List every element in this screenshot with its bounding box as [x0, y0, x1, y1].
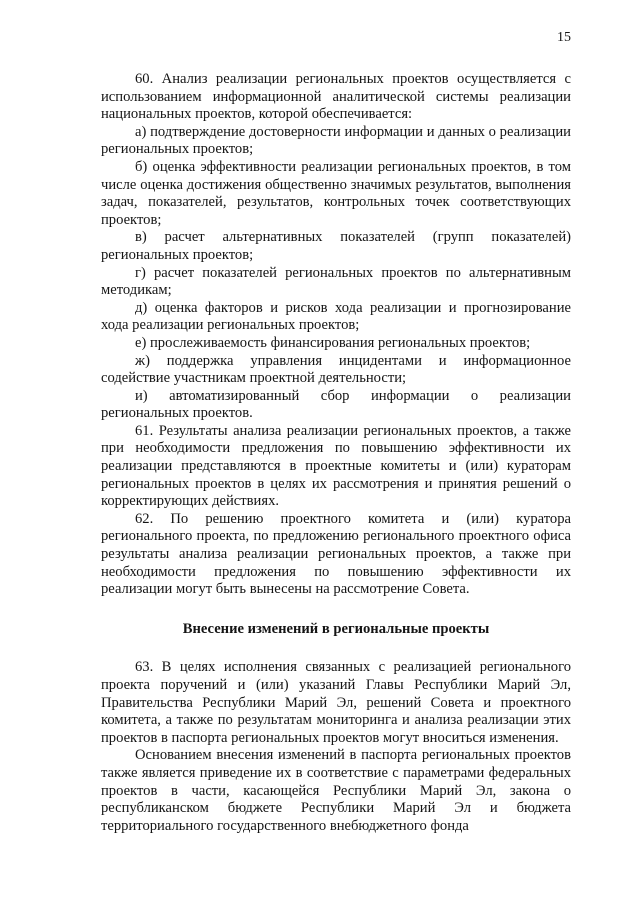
- paragraph-62: 62. По решению проектного комитета и (или) куратора регионального проекта, по предложению регионального проектного офиса результаты анализа реализации региональных проектов, а также при необходимости предложения по повышению эффективности их реализации могут быть вынесены на рассмотрение Совета.: [101, 510, 571, 598]
- list-item-e: е) прослеживаемость финансирования региональных проектов;: [135, 334, 531, 351]
- list-item-b: б) оценка эффективности реализации региональных проектов, в том числе оценка достижения общественно значимых результатов, выполнения задач, показателей, результатов, контрольных точек соответствующих проектов;: [101, 158, 571, 228]
- list-item-v: в) расчет альтернативных показателей (групп показателей) региональных проектов;: [101, 229, 571, 263]
- list-item-a: а) подтверждение достоверности информации и данных о реализации региональных проектов;: [101, 123, 571, 158]
- document-body: [101, 71, 571, 835]
- paragraph-60: 60. Анализ реализации региональных проектов осуществляется с использованием информационной аналитической системы реализации национальных проектов, которой обеспечивается:: [101, 71, 571, 123]
- list-item-g: г) расчет показателей региональных проектов по альтернативным методикам;: [101, 264, 571, 299]
- section-heading: Внесение изменений в региональные проекты: [182, 620, 490, 637]
- paragraph-63: 63. В целях исполнения связанных с реализацией регионального проекта поручений и (или) указаний Главы Республики Марий Эл, Правительства Республики Марий Эл, решений Совета и проектного комитета, а также по результатам мониторинга и анализа реализации этих проектов в паспорта региональных проектов могут вноситься изменения.: [101, 659, 571, 746]
- list-item-zh: ж) поддержка управления инцидентами и информационное содействие участникам проектной деятельности;: [101, 352, 571, 387]
- list-item-d: д) оценка факторов и рисков хода реализации и прогнозирование хода реализации региональных проектов;: [101, 299, 571, 334]
- paragraph-61: 61. Результаты анализа реализации региональных проектов, а также при необходимости предложения по повышению эффективности их реализации представляются в проектные комитеты и (или) кураторам региональных проектов в целях их рассмотрения и принятия решений о корректирующих действиях.: [101, 422, 571, 510]
- page-number: 15: [557, 30, 571, 45]
- paragraph-grounds: Основанием внесения изменений в паспорта региональных проектов также является приведение их в соответствие с параметрами федеральных проектов в части, касающейся Республики Марий Эл, закона о республиканском бюджете Республики Марий Эл и бюджета территориального государственного внебюджетного фонда: [101, 747, 571, 834]
- list-item-i: и) автоматизированный сбор информации о реализации региональных проектов.: [101, 387, 571, 422]
